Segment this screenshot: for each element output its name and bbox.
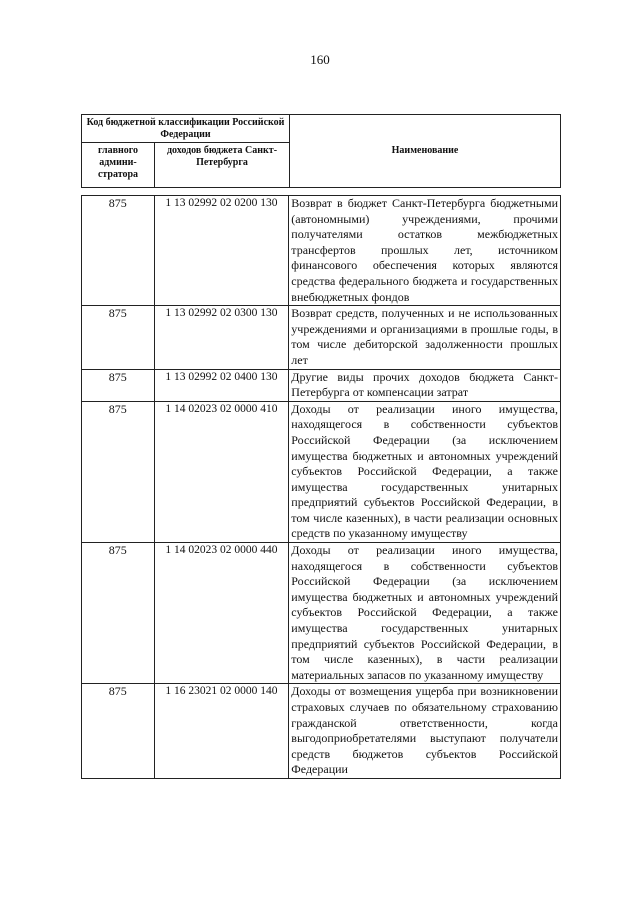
admin-column-header: главного админи-стратора [82, 143, 155, 188]
income-code-cell: 1 14 02023 02 0000 410 [154, 401, 289, 542]
table-row [82, 543, 561, 684]
name-cell [289, 306, 561, 369]
income-code-cell: 1 13 02992 02 0200 130 [154, 196, 289, 306]
name-text: Доходы от реализации иного имущества, находящегося в собственности субъектов Российской Федерации (за исключением имущества бюджетных и автономных учреждений субъектов Российской Федерации, а также имущества государственных унитарных предприятий субъектов Российской Федерации, в том числе казенных), в части реализации основных средств по указанному имуществу [291, 401, 558, 541]
table-row [82, 369, 561, 401]
classification-table [81, 195, 561, 779]
budget-classification-header: Код бюджетной классификации Российской Федерации [82, 115, 290, 143]
income-code-cell: 1 13 02992 02 0300 130 [154, 306, 289, 369]
name-column-header: Наименование [290, 115, 561, 188]
admin-code-cell: 875 [82, 401, 155, 542]
name-text: Доходы от возмещения ущерба при возникновении страховых случаев по обязательному страхованию гражданской ответственности, когда выгодоприобретателями выступают получатели средств бюджетов субъектов Российской Федерации [291, 684, 558, 777]
name-cell [289, 684, 561, 779]
page-number: 160 [310, 52, 330, 67]
admin-code-cell: 875 [82, 369, 155, 401]
table-row [82, 196, 561, 306]
name-text: Доходы от реализации иного имущества, находящегося в собственности субъектов Российской Федерации (за исключением имущества бюджетных и автономных учреждений субъектов Российской Федерации, а также имущества государственных унитарных предприятий субъектов Российской Федерации, в том числе казенных), в части реализации материальных запасов по указанному имуществу [291, 543, 558, 682]
name-cell [289, 196, 561, 306]
name-text: Возврат средств, полученных и не использованных учреждениями и организациями в прошлые годы, в том числе дебиторской задолженности прошлых лет [291, 306, 558, 367]
table-header [81, 114, 561, 188]
income-code-cell: 1 16 23021 02 0000 140 [154, 684, 289, 779]
income-column-header: доходов бюджета Санкт-Петербурга [155, 143, 290, 188]
table-row [82, 401, 561, 542]
admin-code-cell: 875 [82, 684, 155, 779]
name-cell [289, 401, 561, 542]
admin-code-cell: 875 [82, 543, 155, 684]
admin-code-cell: 875 [82, 196, 155, 306]
table-row [82, 306, 561, 369]
table-row [82, 684, 561, 779]
income-code-cell: 1 13 02992 02 0400 130 [154, 369, 289, 401]
name-text: Другие виды прочих доходов бюджета Санкт-Петербурга от компенсации затрат [291, 369, 558, 400]
name-cell [289, 369, 561, 401]
name-cell [289, 543, 561, 684]
income-code-cell: 1 14 02023 02 0000 440 [154, 543, 289, 684]
admin-code-cell: 875 [82, 306, 155, 369]
name-text: Возврат в бюджет Санкт-Петербурга бюджетными (автономными) учреждениями, прочими получателями остатков межбюджетных трансфертов прошлых лет, источником финансового обеспечения которых являются средства федерального бюджета и государственных внебюджетных фондов [291, 196, 558, 304]
